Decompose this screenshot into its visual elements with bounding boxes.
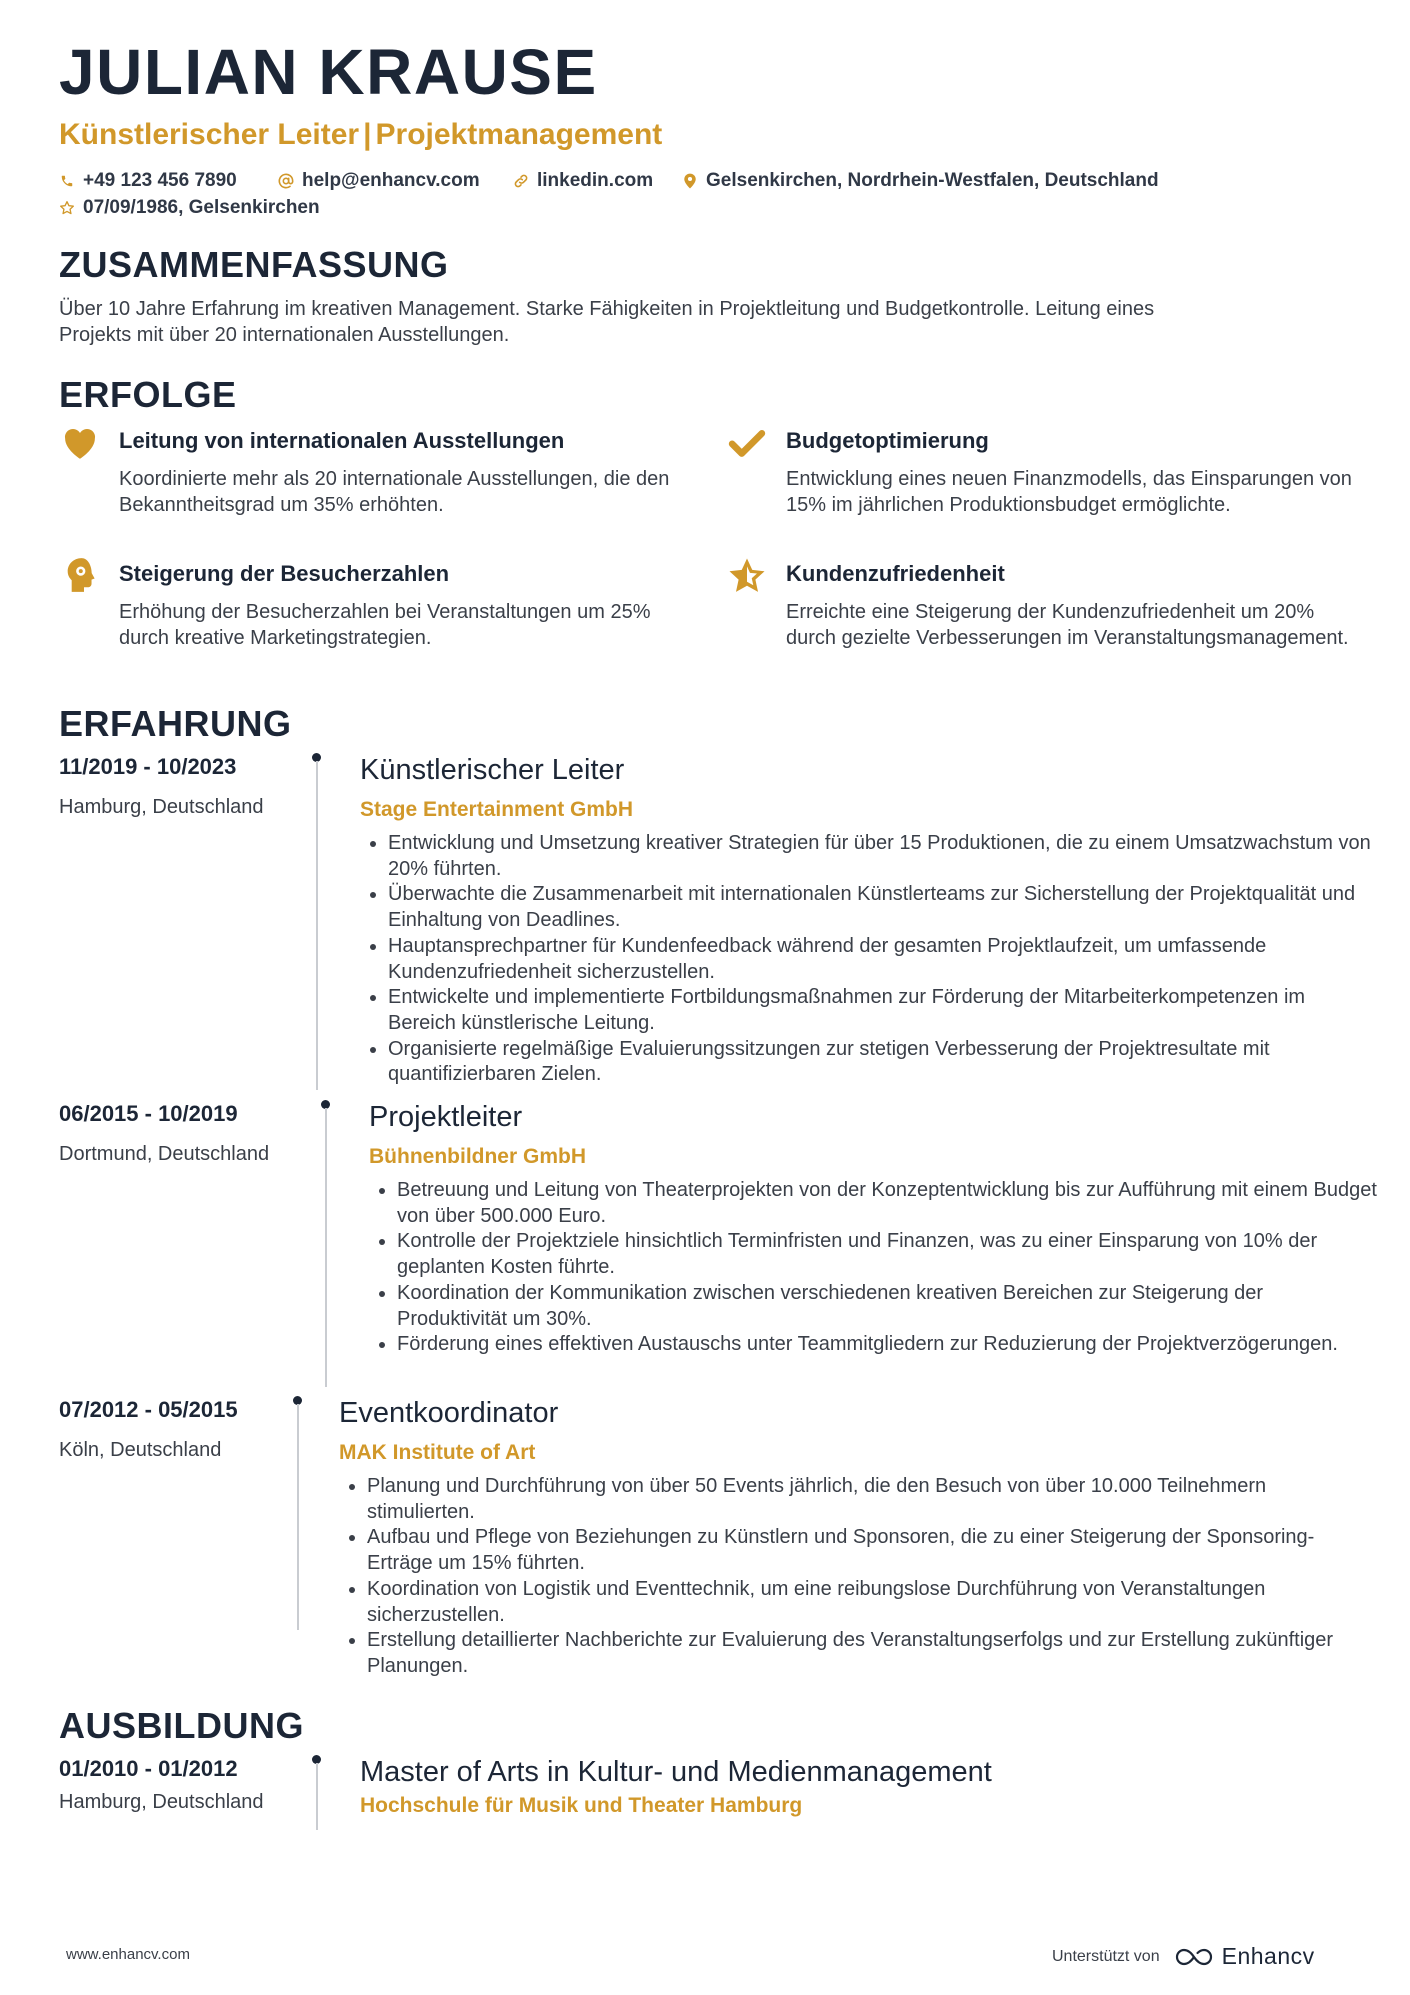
achievements-heading: ERFOLGE [59, 374, 237, 415]
job-dates: 11/2019 - 10/2023 [59, 754, 237, 779]
job-bullets [339, 1474, 1378, 1680]
job-dates: 07/2012 - 05/2015 [59, 1397, 238, 1422]
education-dates: 01/2010 - 01/2012 [59, 1756, 238, 1781]
contact-email[interactable] [278, 170, 480, 192]
headline-role: Künstlerischer Leiter [59, 118, 360, 151]
job-bullet: • Koordination der Kommunikation zwischen verschiedenen kreativen Bereichen zur Steigerung der Produktivität um 30%. [397, 1281, 1378, 1332]
footer-branding[interactable] [1052, 1943, 1315, 1970]
at-sign-icon [278, 173, 294, 189]
education-location: Hamburg, Deutschland [59, 1791, 264, 1813]
job-bullet: • Förderung eines effektiven Austauschs unter Teammitgliedern zur Reduzierung der Projektverzögerungen. [397, 1332, 1378, 1358]
achievement-text: Koordinierte mehr als 20 internationale Ausstellungen, die den Bekanntheitsgrad um 35% erhöhten. [119, 468, 670, 516]
contact-birth [59, 197, 320, 219]
achievement-text: Erhöhung der Besucherzahlen bei Veranstaltungen um 25% durch kreative Marketingstrategien. [119, 601, 651, 649]
job-bullet: • Betreuung und Leitung von Theaterprojekten von der Konzeptentwicklung bis zur Aufführung mit einem Budget von über 500.000 Euro. [397, 1178, 1378, 1229]
phone-icon [59, 173, 75, 189]
headline-focus: Projektmanagement [375, 118, 663, 151]
enhancv-logo-icon [1172, 1946, 1216, 1968]
job-dates: 06/2015 - 10/2019 [59, 1101, 238, 1126]
job-location: Köln, Deutschland [59, 1439, 222, 1461]
achievement-text: Entwicklung eines neuen Finanzmodells, das Einsparungen von 15% im jährlichen Produktionsbudget ermöglichte. [786, 468, 1352, 516]
map-pin-icon [682, 173, 698, 189]
job-bullet: • Entwickelte und implementierte Fortbildungsmaßnahmen zur Förderung der Mitarbeiterkompetenzen im Bereich künstlerische Leitung. [388, 985, 1378, 1036]
job-location: Hamburg, Deutschland [59, 796, 264, 818]
contact-phone[interactable] [59, 170, 237, 192]
timeline-line [325, 1108, 327, 1387]
company-name: MAK Institute of Art [339, 1441, 536, 1464]
phone-number: +49 123 456 7890 [83, 170, 237, 191]
birth-date-place: 07/09/1986, Gelsenkirchen [83, 197, 320, 218]
powered-by-text: Unterstützt von [1052, 1947, 1160, 1965]
school-name: Hochschule für Musik und Theater Hamburg [360, 1794, 803, 1817]
summary-heading: ZUSAMMENFASSUNG [59, 244, 449, 285]
job-bullet: • Entwicklung und Umsetzung kreativer Strategien für über 15 Produktionen, die zu einem Umsatzwachstum von 20% führten. [388, 831, 1378, 882]
job-bullet: • Koordination von Logistik und Eventtechnik, um eine reibungslose Durchführung von Veranstaltungen sicherzustellen. [367, 1577, 1378, 1628]
candidate-name: JULIAN KRAUSE [59, 36, 598, 108]
star-outline-icon [59, 200, 75, 216]
job-title: Künstlerischer Leiter [360, 754, 625, 786]
email-address: help@enhancv.com [302, 170, 480, 191]
job-bullets [360, 831, 1378, 1088]
footer-website[interactable]: www.enhancv.com [66, 1946, 190, 1963]
headline-separator: | [363, 118, 372, 151]
timeline-line [297, 1404, 299, 1630]
job-bullet: • Hauptansprechpartner für Kundenfeedback während der gesamten Projektlaufzeit, um umfassende Kundenzufriedenheit sicherzustellen. [388, 934, 1378, 985]
job-bullets [369, 1178, 1378, 1358]
experience-heading: ERFAHRUNG [59, 703, 292, 744]
job-location: Dortmund, Deutschland [59, 1143, 270, 1165]
contact-linkedin[interactable] [513, 170, 653, 192]
job-bullet: • Aufbau und Pflege von Beziehungen zu Künstlern und Sponsoren, die zu einer Steigerung der Sponsoring-Erträge um 15% führten. [367, 1525, 1378, 1576]
achievement-title: Leitung von internationalen Ausstellungen [119, 428, 565, 453]
linkedin-url: linkedin.com [537, 170, 654, 191]
degree-title: Master of Arts in Kultur- und Medienmanagement [360, 1756, 992, 1788]
achievement-title: Budgetoptimierung [786, 428, 989, 453]
location-text: Gelsenkirchen, Nordrhein-Westfalen, Deutschland [706, 170, 1159, 191]
achievement-text: Erreichte eine Steigerung der Kundenzufriedenheit um 20% durch gezielte Verbesserungen im Veranstaltungsmanagement. [786, 601, 1349, 649]
checkmark-icon [726, 422, 768, 469]
enhancv-brand: Enhancv [1221, 1943, 1315, 1969]
headline [59, 118, 662, 152]
achievement-title: Steigerung der Besucherzahlen [119, 561, 450, 586]
summary-line: Über 10 Jahre Erfahrung im kreativen Management. Starke Fähigkeiten in Projektleitung und Budgetkontrolle. Leitung eines [59, 298, 1155, 320]
job-bullet: • Überwachte die Zusammenarbeit mit internationalen Künstlerteams zur Sicherstellung der Projektqualität und Einhaltung von Deadlines. [388, 882, 1378, 933]
job-bullet: • Organisierte regelmäßige Evaluierungssitzungen zur stetigen Verbesserung der Projektresultate mit quantifizierbaren Zielen. [388, 1037, 1378, 1088]
timeline-line [316, 761, 318, 1090]
education-heading: AUSBILDUNG [59, 1705, 304, 1746]
head-icon [61, 555, 99, 600]
star-icon [726, 555, 768, 602]
job-title: Projektleiter [369, 1101, 523, 1133]
link-icon [513, 173, 529, 189]
company-name: Stage Entertainment GmbH [360, 798, 634, 821]
summary-line: Projekts mit über 20 internationalen Ausstellungen. [59, 324, 510, 346]
company-name: Bühnenbildner GmbH [369, 1145, 586, 1168]
summary-text [59, 296, 1359, 348]
contact-location [682, 170, 1159, 192]
job-bullet: • Planung und Durchführung von über 50 Events jährlich, die den Besuch von über 10.000 Teilnehmern stimulierten. [367, 1474, 1378, 1525]
job-title: Eventkoordinator [339, 1397, 559, 1429]
heart-icon [59, 422, 101, 469]
job-bullet: • Kontrolle der Projektziele hinsichtlich Terminfristen und Finanzen, was zu einer Einsparung von 10% der geplanten Kosten führte. [397, 1229, 1378, 1280]
job-bullet: • Erstellung detaillierter Nachberichte zur Evaluierung des Veranstaltungserfolgs und zur Erstellung zukünftiger Planungen. [367, 1628, 1378, 1679]
achievement-title: Kundenzufriedenheit [786, 561, 1005, 586]
timeline-line [316, 1763, 318, 1830]
